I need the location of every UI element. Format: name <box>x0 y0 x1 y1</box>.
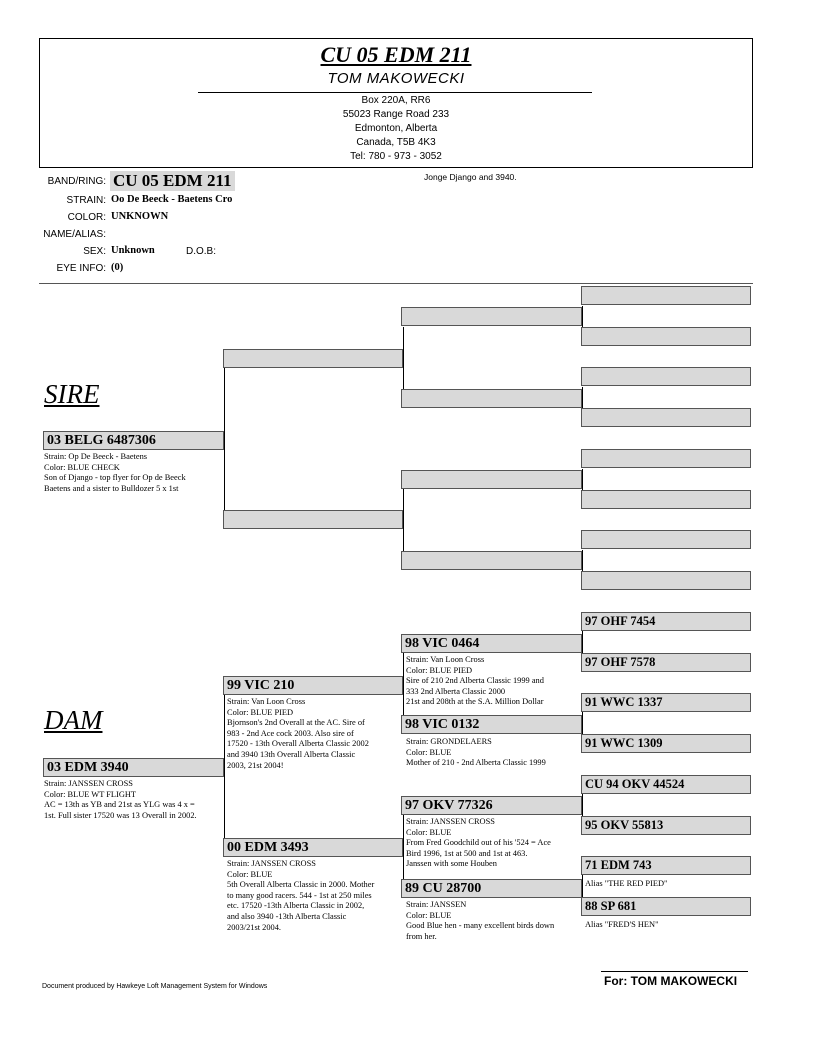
note-line: to many good racers. 544 - 1st at 250 miles <box>227 890 372 900</box>
strain-value: Oo De Beeck - Baetens Cro <box>111 194 233 205</box>
note-line: Strain: JANSSEN CROSS <box>227 859 316 868</box>
gen4-sire-band <box>581 490 751 509</box>
dam-sire-notes <box>227 697 369 771</box>
address-line-5: Tel: 780 - 973 - 3052 <box>350 151 442 162</box>
ggp-band: 98 VIC 0132 <box>401 715 582 734</box>
note-line: Color: BLUE <box>227 869 273 879</box>
sire-notes <box>44 452 186 494</box>
dam-band: 03 EDM 3940 <box>43 758 224 777</box>
note-line: Mother of 210 - 2nd Alberta Classic 1999 <box>406 758 546 768</box>
bird-band-value: CU 05 EDM 211 <box>110 171 235 191</box>
note-line: 333 2nd Alberta Classic 2000 <box>406 686 506 696</box>
section-divider <box>39 283 753 284</box>
strain-label: STRAIN: <box>66 195 106 206</box>
connector <box>403 489 404 559</box>
sex-value: Unknown <box>111 245 155 256</box>
ggp-notes <box>406 737 546 769</box>
gen4-band: 97 OHF 7454 <box>581 612 751 631</box>
note-line: and also 3940 -13th Alberta Classic <box>227 911 347 921</box>
note-line: Strain: JANSSEN <box>406 900 467 909</box>
ggp-band: 89 CU 28700 <box>401 879 582 898</box>
note-line: and 3940 13th Overall Alberta Classic <box>227 749 356 759</box>
address-line-1: Box 220A, RR6 <box>361 95 431 106</box>
eye-label: EYE INFO: <box>56 263 106 274</box>
sire-sire-band <box>223 349 403 368</box>
band-label: BAND/RING: <box>47 176 106 187</box>
dob-label: D.O.B: <box>186 246 217 257</box>
note-line: 5th Overall Alberta Classic in 2000. Mother <box>227 880 375 890</box>
note-line: Strain: GRONDELAERS <box>406 737 492 746</box>
gen4-sire-band <box>581 408 751 427</box>
note-line: etc. 17520 -13th Alberta Classic in 2002, <box>227 901 365 911</box>
sex-label: SEX: <box>83 246 106 257</box>
sd-sire-band <box>401 470 582 489</box>
gen4-sire-band <box>581 571 751 590</box>
dam-sire-band: 99 VIC 210 <box>223 676 403 695</box>
note-line: 1st. Full sister 17520 was 13 Overall in 2002. <box>44 810 197 820</box>
header-owner: TOM MAKOWECKI <box>327 70 465 87</box>
dam-dam-band: 00 EDM 3493 <box>223 838 403 857</box>
gen4-band: 97 OHF 7578 <box>581 653 751 672</box>
connector <box>224 694 225 849</box>
note-line: Baetens and a sister to Bulldozer 5 x 1st <box>44 483 179 493</box>
note-line: Color: BLUE CHECK <box>44 462 120 472</box>
ggp-band: 97 OKV 77326 <box>401 796 582 815</box>
dam-dam-notes <box>227 859 374 933</box>
note-line: Janssen with some Houben <box>406 859 497 869</box>
ggp-notes <box>406 655 544 708</box>
note-line: AC = 13th as YB and 21st as YLG was 4 x = <box>44 800 195 810</box>
note-line: Bird 1996, 1st at 500 and 1st at 463. <box>406 848 528 858</box>
color-value: UNKNOWN <box>111 211 169 222</box>
note-line: Color: BLUE <box>406 747 452 757</box>
for-owner: For: TOM MAKOWECKI <box>604 974 738 988</box>
gen4-sire-band <box>581 286 751 305</box>
gen4-band: 95 OKV 55813 <box>581 816 751 835</box>
note-line: 21st and 208th at the S.A. Million Dollar <box>406 697 544 707</box>
gen4-band: 71 EDM 743 <box>581 856 751 875</box>
note-line: Color: BLUE <box>406 827 452 837</box>
bird-remark: Jonge Django and 3940. <box>424 172 517 182</box>
color-label: COLOR: <box>67 212 106 223</box>
gen4-sire-band <box>581 449 751 468</box>
note-line: Strain: JANSSEN CROSS <box>44 779 133 788</box>
address-line-4: Canada, T5B 4K3 <box>356 137 436 148</box>
gen4-band: 91 WWC 1337 <box>581 693 751 712</box>
ggp-band: 98 VIC 0464 <box>401 634 582 653</box>
gen4-sire-band <box>581 327 751 346</box>
sire-band: 03 BELG 6487306 <box>43 431 224 450</box>
note-line: Strain: Van Loon Cross <box>406 655 485 664</box>
gen4-sire-band <box>581 367 751 386</box>
note-line: Bjornson's 2nd Overall at the AC. Sire of <box>227 718 365 728</box>
gen4-band: CU 94 OKV 44524 <box>581 775 751 794</box>
note-line: Strain: Van Loon Cross <box>227 697 306 706</box>
note-line: Strain: JANSSEN CROSS <box>406 817 495 826</box>
footer-rule <box>601 971 748 972</box>
header-divider <box>198 92 592 93</box>
gen4-alias: Alias "THE RED PIED" <box>585 879 668 888</box>
eye-value: (0) <box>111 262 124 273</box>
header-box <box>39 38 753 168</box>
note-line: Color: BLUE WT FLIGHT <box>44 789 137 799</box>
header-band: CU 05 EDM 211 <box>320 42 472 67</box>
note-line: Sire of 210 2nd Alberta Classic 1999 and <box>406 676 544 686</box>
note-line: 983 - 2nd Ace cock 2003. Also sire of <box>227 728 354 738</box>
note-line: From Fred Goodchild out of his '524 = Ace <box>406 838 551 848</box>
gen4-sire-band <box>581 530 751 549</box>
sd-dam-band <box>401 551 582 570</box>
address-line-2: 55023 Range Road 233 <box>342 109 450 120</box>
name-label: NAME/ALIAS: <box>43 229 106 240</box>
ggp-notes <box>406 900 554 942</box>
note-line: Color: BLUE PIED <box>227 707 294 717</box>
connector <box>224 367 225 519</box>
ggp-notes <box>406 817 551 870</box>
gen4-band: 88 SP 681 <box>581 897 751 916</box>
note-line: Strain: Op De Beeck - Baetens <box>44 452 148 461</box>
note-line: Good Blue hen - many excellent birds down <box>406 921 555 931</box>
software-credit: Document produced by Hawkeye Loft Management System for Windows <box>42 983 268 990</box>
address-line-3: Edmonton, Alberta <box>354 123 438 134</box>
note-line: 17520 - 13th Overall Alberta Classic 2002 <box>227 739 369 749</box>
gen4-alias: Alias "FRED'S HEN" <box>585 920 659 929</box>
ss-sire-band <box>401 307 582 326</box>
sire-heading: SIRE <box>44 379 100 409</box>
dam-heading: DAM <box>44 705 103 735</box>
note-line: 2003/21st 2004. <box>227 922 281 932</box>
ss-dam-band <box>401 389 582 408</box>
note-line: Son of Django - top flyer for Op de Beeck <box>44 473 186 483</box>
note-line: from her. <box>406 931 437 941</box>
sire-dam-band <box>223 510 403 529</box>
connector <box>403 327 404 397</box>
note-line: Color: BLUE PIED <box>406 665 473 675</box>
note-line: Color: BLUE <box>406 910 452 920</box>
dam-notes <box>44 779 197 821</box>
note-line: 2003, 21st 2004! <box>227 760 284 770</box>
gen4-band: 91 WWC 1309 <box>581 734 751 753</box>
